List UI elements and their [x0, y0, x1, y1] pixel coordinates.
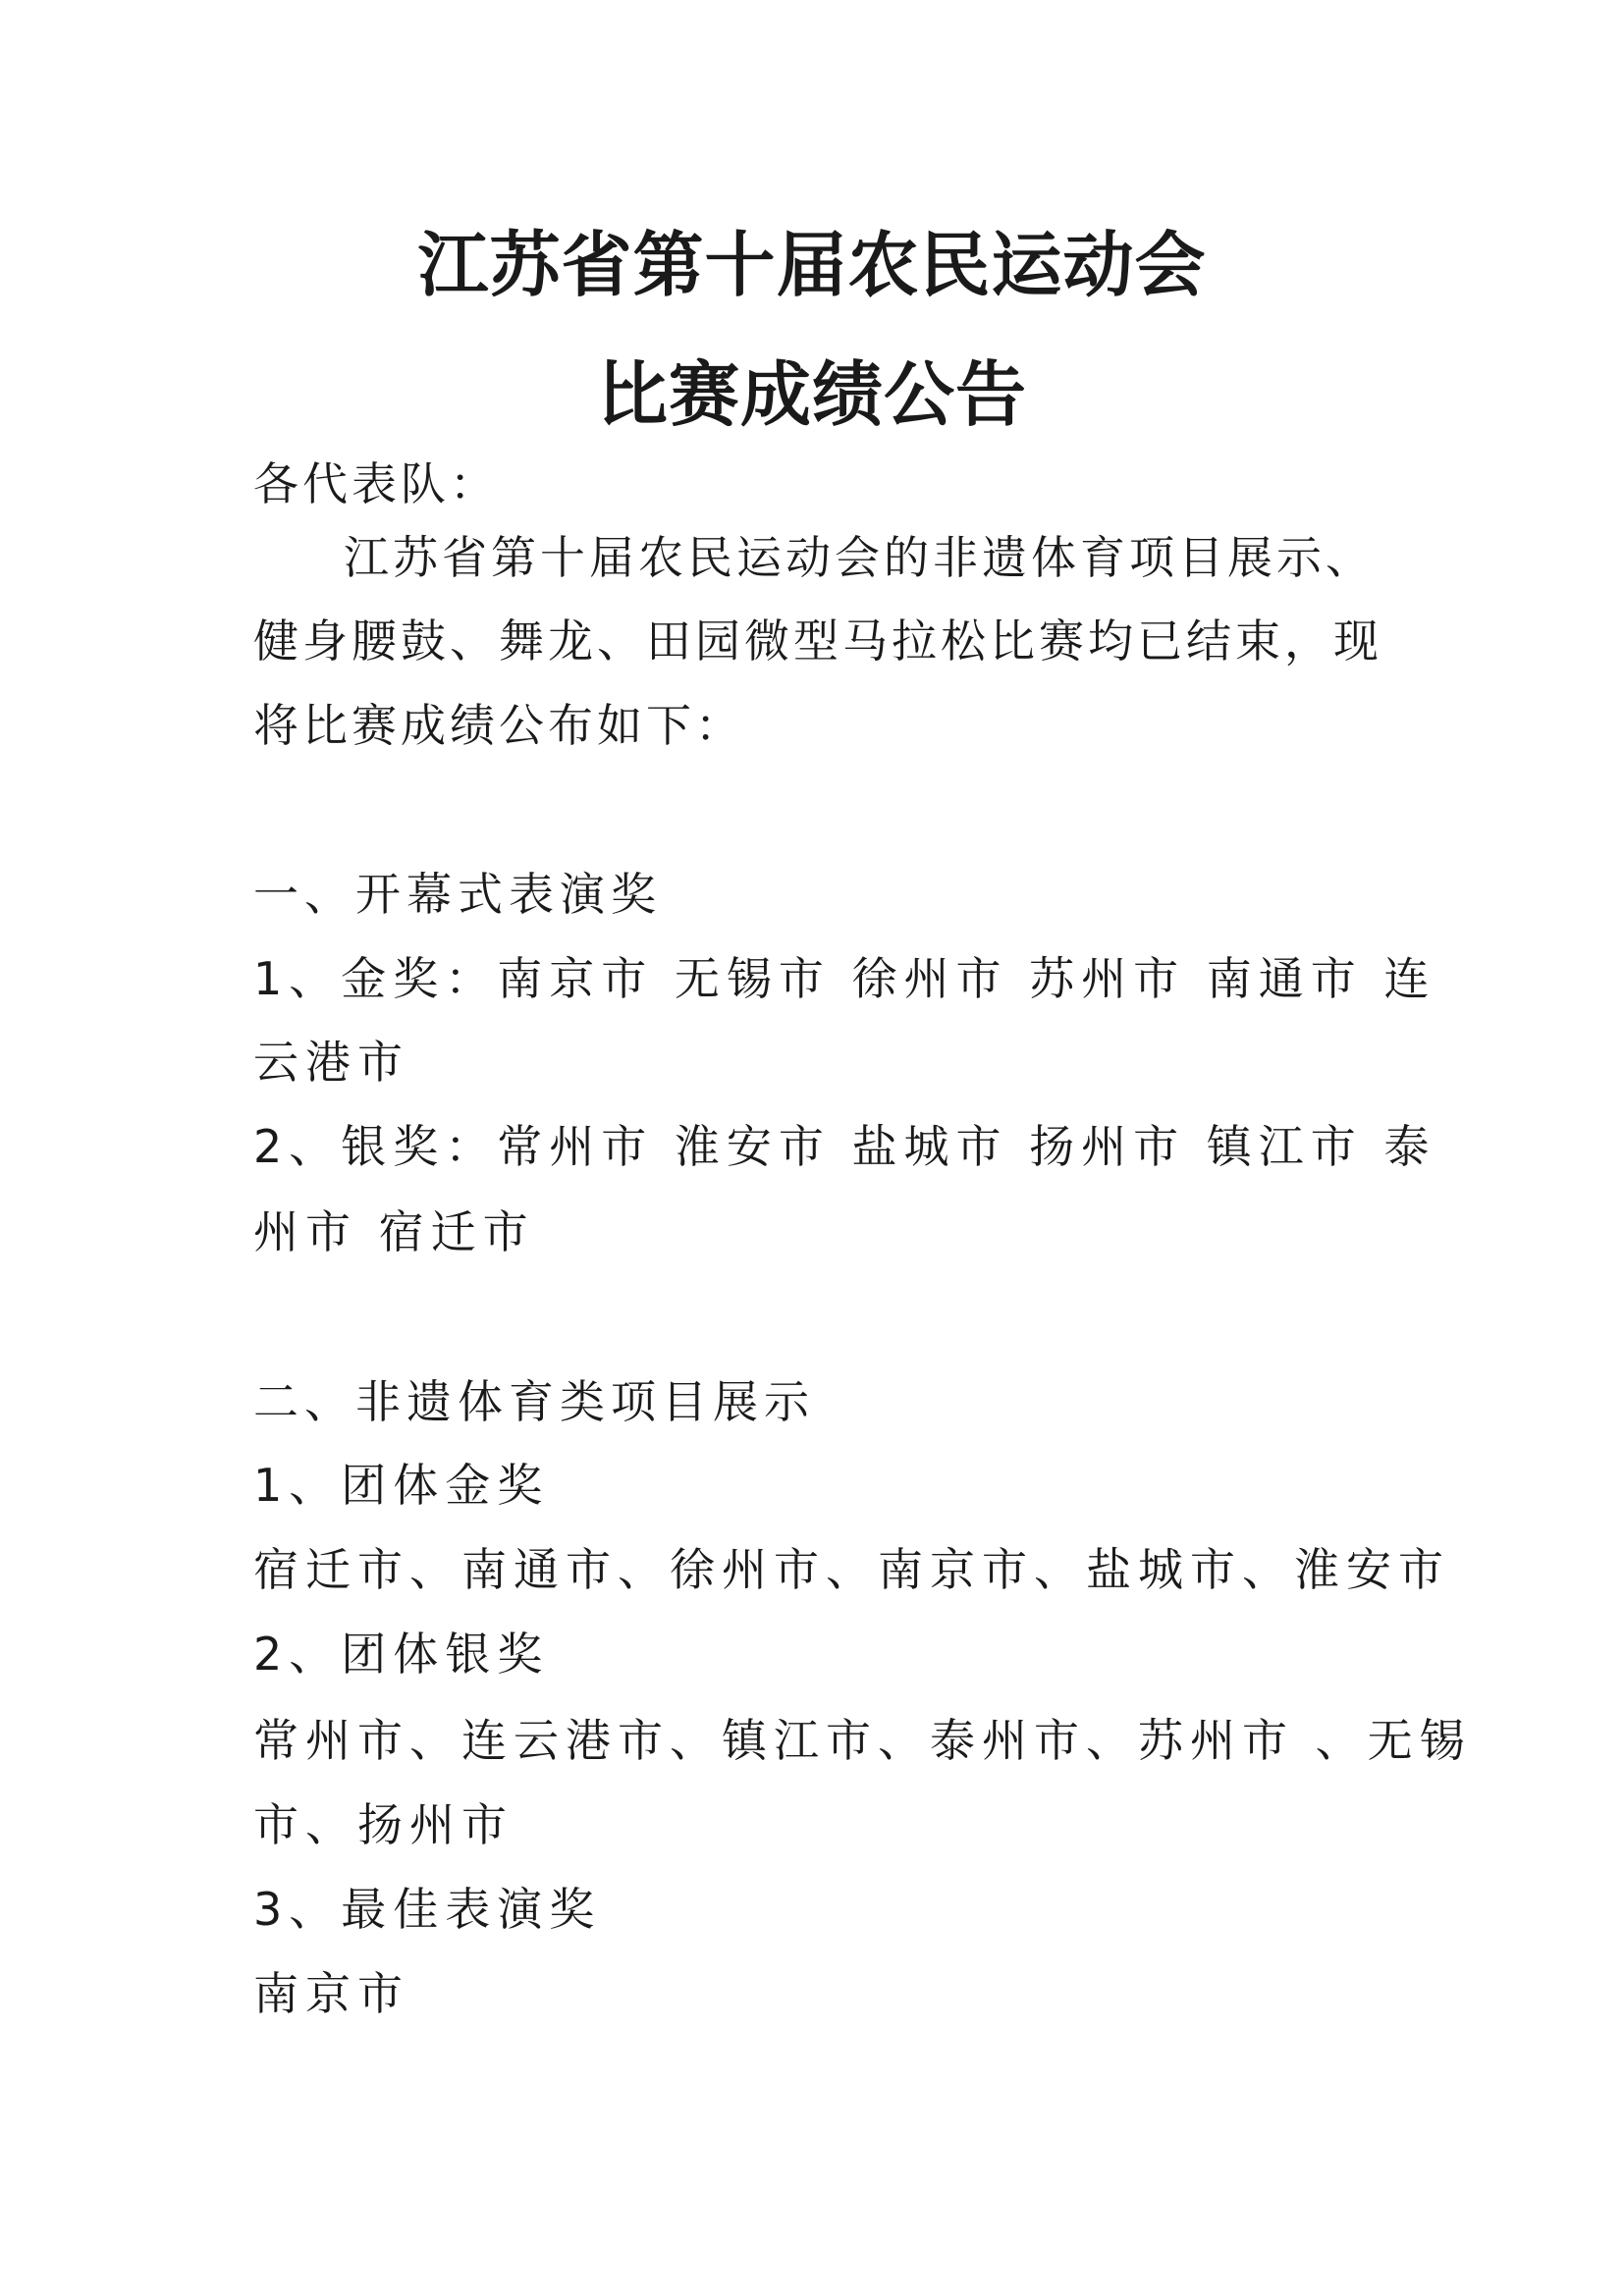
- intro-line-1: 江苏省第十届农民运动会的非遗体育项目展示、: [344, 531, 1375, 584]
- silver-award-line-2: 州市 宿迁市: [253, 1205, 535, 1258]
- gold-award-line-1: 1、金奖：南京市 无锡市 徐州市 苏州市 南通市 连: [253, 952, 1436, 1005]
- section-1-heading: 一、开幕式表演奖: [253, 868, 662, 921]
- intro-line-2: 健身腰鼓、舞龙、田园微型马拉松比赛均已结束，现: [253, 614, 1382, 667]
- gold-award-line-2: 云港市: [253, 1036, 409, 1089]
- silver-award-line-1: 2、银奖：常州市 淮安市 盐城市 扬州市 镇江市 泰: [253, 1120, 1436, 1173]
- section-2-heading: 二、非遗体育类项目展示: [253, 1375, 815, 1428]
- intro-line-3: 将比赛成绩公布如下：: [253, 699, 744, 752]
- best-performance-list: 南京市: [253, 1967, 409, 2020]
- team-silver-list-line-1: 常州市、连云港市、镇江市、泰州市、苏州市 、无锡: [253, 1714, 1472, 1767]
- team-silver-label: 2、团体银奖: [253, 1628, 550, 1681]
- document-title-line-2: 比赛成绩公告: [596, 353, 1027, 436]
- team-gold-label: 1、团体金奖: [253, 1459, 550, 1512]
- best-performance-label: 3、最佳表演奖: [253, 1883, 602, 1936]
- document-title-line-1: 江苏省第十届农民运动会: [417, 224, 1207, 306]
- team-gold-list: 宿迁市、南通市、徐州市、南京市、盐城市、淮安市: [253, 1543, 1450, 1596]
- salutation: 各代表队：: [253, 457, 499, 510]
- team-silver-list-line-2: 市、扬州市: [253, 1798, 514, 1851]
